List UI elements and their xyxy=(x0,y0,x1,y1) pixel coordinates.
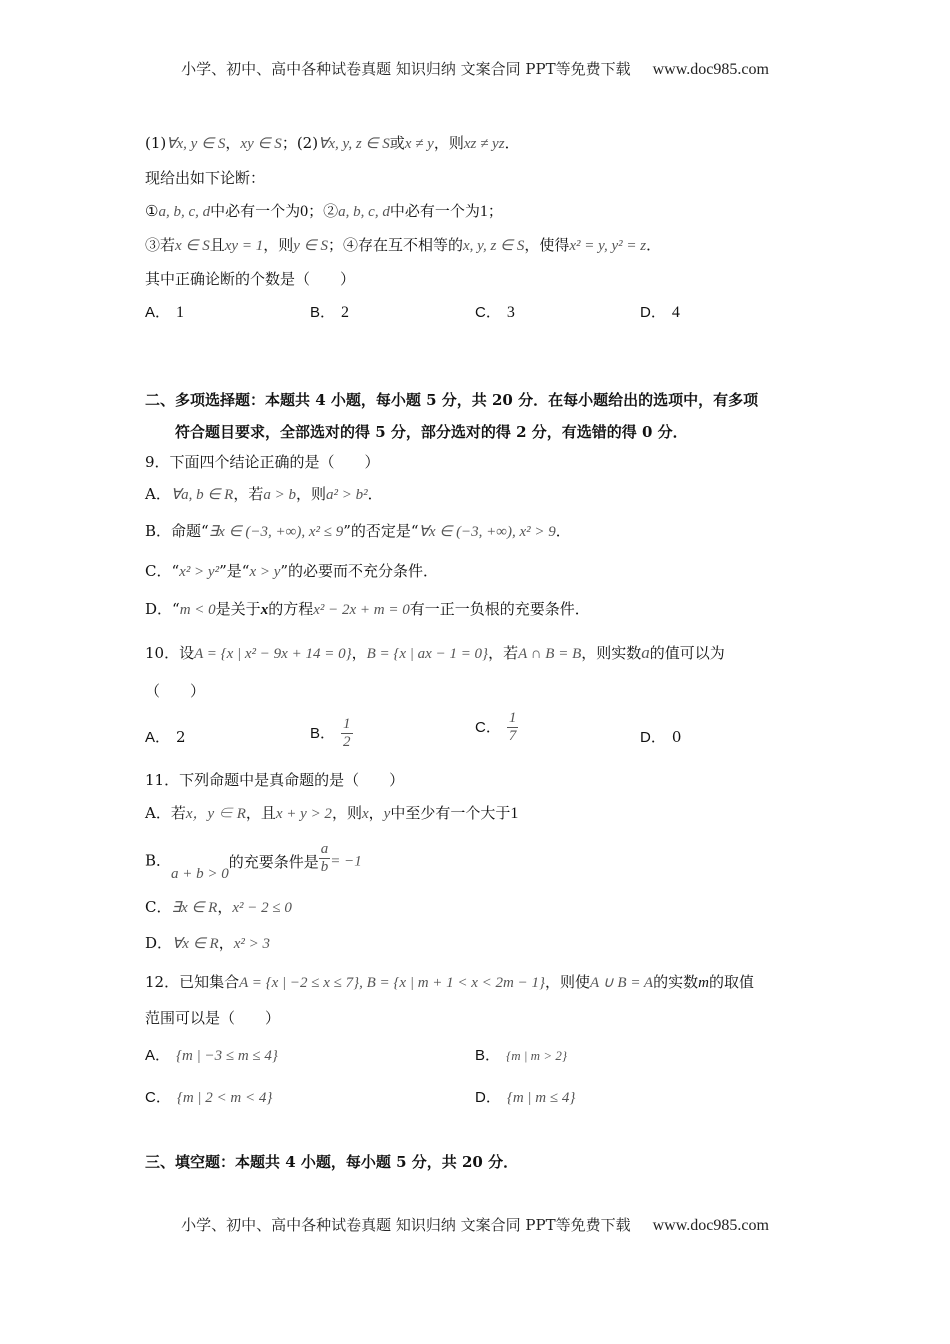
header-text: 小学、初中、高中各种试卷真题 知识归纳 文案合同 PPT等免费下载 xyxy=(181,60,631,78)
section-2-title: 二、多项选择题：本题共 4 小题，每小题 5 分，共 20 分．在每小题给出的选项中，有多项 xyxy=(145,391,759,409)
q11-option-c[interactable]: C．∃x ∈ R，x² − 2 ≤ 0 xyxy=(145,898,292,916)
q9-option-c[interactable]: C．“x² > y²”是“x > y”的必要而不充分条件． xyxy=(145,562,439,580)
q8-question: 其中正确论断的个数是（ ） xyxy=(145,270,356,288)
fraction: $\frac{1}{7}$ xyxy=(508,710,517,744)
q8-option-b[interactable]: B． 2 xyxy=(310,304,350,321)
q11-stem: 11．下列命题中是真命题的是（ ） xyxy=(145,771,405,789)
q10-option-a[interactable]: A． 2 xyxy=(145,728,186,746)
q9-option-a[interactable]: A．∀a, b ∈ R，若a > b，则a² > b²． xyxy=(145,485,383,503)
q10-stem-paren: （ ） xyxy=(145,682,206,700)
q10-stem: 10．设A = {x | x² − 9x + 14 = 0}，B = {x | ax − 1 = 0}，若A ∩ B = B，则实数a的值可以为 xyxy=(145,643,725,662)
footer-url[interactable]: www.doc985.com xyxy=(652,1217,769,1234)
page-header xyxy=(0,58,950,79)
q8-option-c[interactable]: C． 3 xyxy=(475,304,515,321)
footer-text: 小学、初中、高中各种试卷真题 知识归纳 文案合同 PPT等免费下载 xyxy=(181,1216,631,1234)
q8-option-a[interactable]: A． 1 xyxy=(145,304,185,321)
q12-option-b[interactable]: B． {m | m > 2} xyxy=(475,1047,568,1064)
q10-option-b[interactable]: B． $\frac{1}{2}$ xyxy=(310,716,351,750)
fraction: $\frac{a}{b}$ xyxy=(320,841,329,875)
q11-option-a[interactable]: A．若x，y ∈ R，且x + y > 2，则x，y中至少有一个大于1 xyxy=(145,804,519,822)
q10-option-d[interactable]: D． 0 xyxy=(640,728,682,746)
section-2-subtitle: 符合题目要求，全部选对的得 5 分，部分选对的得 2 分，有选错的得 0 分． xyxy=(175,423,688,441)
q9-option-b[interactable]: B．命题“∃x ∈ (−3, +∞), x² ≤ 9”的否定是“∀x ∈ (−3, +∞), x² > 9． xyxy=(145,522,571,540)
q9-stem: 9．下面四个结论正确的是（ ） xyxy=(145,453,380,471)
q11-option-b[interactable]: B．a + b > 0的充要条件是 $\frac{a}{b}$ = −1 xyxy=(145,841,362,882)
q10-option-c[interactable]: C． $\frac{1}{7}$ xyxy=(475,710,517,744)
q11-option-d[interactable]: D．∀x ∈ R，x² > 3 xyxy=(145,934,270,952)
q12-option-c[interactable]: C． {m | 2 < m < 4} xyxy=(145,1089,273,1106)
header-url[interactable]: www.doc985.com xyxy=(652,61,769,78)
q9-option-d[interactable]: D．“m < 0是关于x的方程x² − 2x + m = 0有一正一负根的充要条件． xyxy=(145,600,590,618)
fraction: $\frac{1}{2}$ xyxy=(343,716,351,750)
page-footer xyxy=(0,1214,950,1235)
q12-option-d[interactable]: D． {m | m ≤ 4} xyxy=(475,1089,576,1106)
q8-intro: 现给出如下论断： xyxy=(145,169,266,187)
q8-statements-3-4: ③若x ∈ S且xy = 1，则y ∈ S；④存在互不相等的x, y, z ∈ S，使得x² = y, y² = z． xyxy=(145,236,662,254)
q8-statements-1-2: ①a, b, c, d中必有一个为0；②a, b, c, d中必有一个为1； xyxy=(145,202,503,220)
q12-stem: 12．已知集合A = {x | −2 ≤ x ≤ 7}, B = {x | m + 1 < x < 2m − 1}，则使A ∪ B = A的实数m的取值 xyxy=(145,973,754,991)
q12-stem-line2: 范围可以是（ ） xyxy=(145,1009,281,1027)
q8-option-d[interactable]: D． 4 xyxy=(640,304,680,321)
q12-option-a[interactable]: A． {m | −3 ≤ m ≤ 4} xyxy=(145,1047,278,1064)
section-3-title: 三、填空题：本题共 4 小题，每小题 5 分，共 20 分． xyxy=(145,1153,519,1171)
q8-conditions: (1)∀x, y ∈ S，xy ∈ S；(2)∀x, y, z ∈ S或x ≠ y，则xz ≠ yz． xyxy=(145,134,520,152)
